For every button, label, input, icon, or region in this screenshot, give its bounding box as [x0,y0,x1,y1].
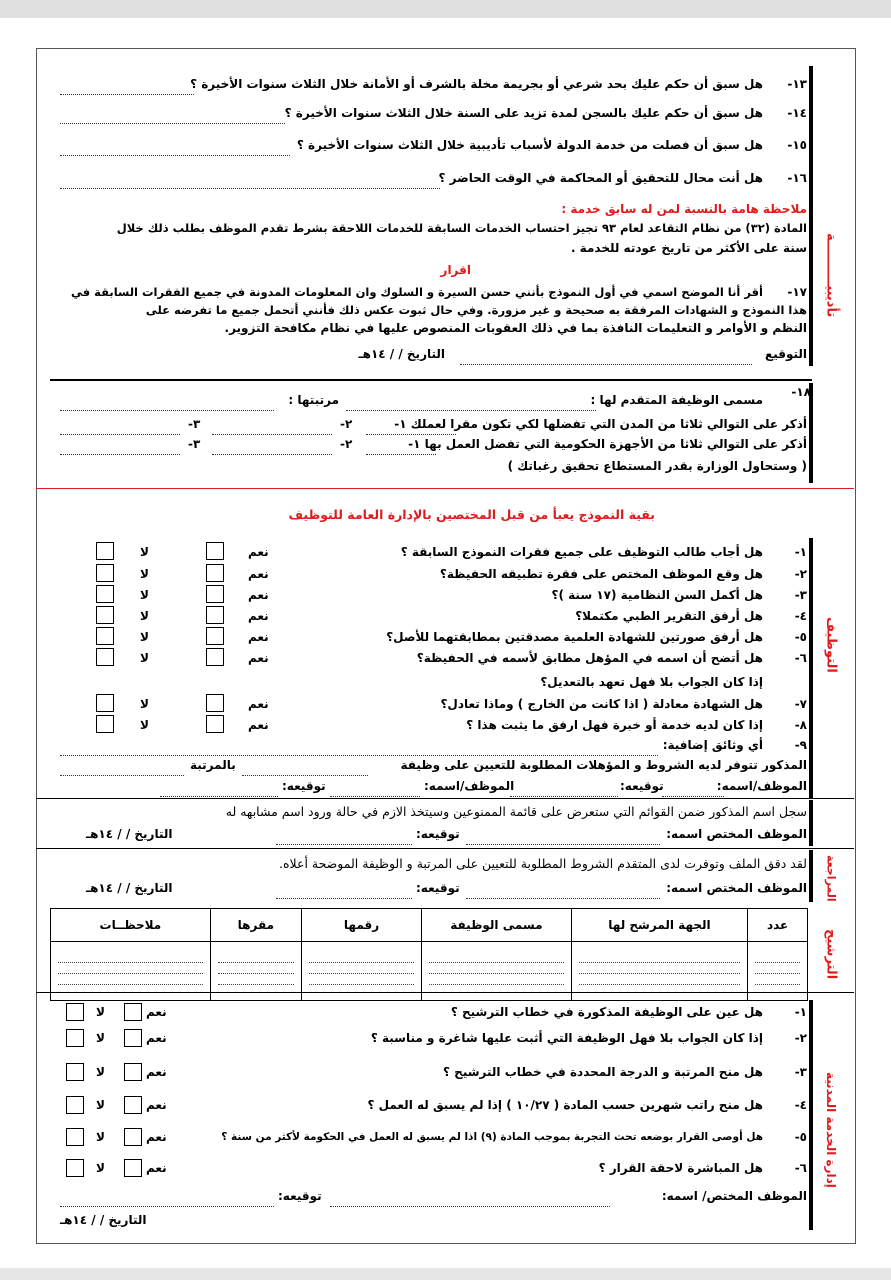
q17-number: ١٧- [787,285,807,299]
nomination-cell-line [58,980,203,985]
nomination-cell-line [755,969,800,974]
nomination-cell-line [755,980,800,985]
section6-side-label: الترشيح [823,928,839,980]
nomination-cell-line [309,958,414,963]
nomination-cell-line [218,980,294,985]
nomination-cell-line [58,969,203,974]
s7-employee-label: الموظف المختص/ اسمه: [661,1189,807,1203]
cs-q4-number: ٤- [794,1098,807,1112]
agencies-label: أذكر على التوالي ثلاثا من الأجهزة الحكومية التي تفضل العمل بها ١- [408,437,807,451]
q15-number: ١٥- [787,138,807,152]
cs-q3-number: ٣- [794,1065,807,1079]
s5-employee-field[interactable] [466,888,660,899]
cs-q5-yes-label: نعم [146,1130,167,1144]
emp-q3-text: هل أكمل السن النظامية (١٧ سنة )؟ [551,588,763,602]
emp-q4-no-checkbox[interactable] [96,606,114,624]
qualified-text: المذكور تتوفر لديه الشروط و المؤهلات المطلوبة للتعيين على وظيفة [400,758,807,772]
cs-q1-no-label: لا [96,1005,105,1019]
qualified-job-field[interactable] [242,765,368,776]
emp-q6-number: ٦- [794,651,807,665]
section3-side-bar [809,538,813,798]
s7-employee-field[interactable] [330,1196,610,1207]
q14-text: هل سبق أن حكم عليك بالسجن لمدة تزيد على السنة خلال الثلاث سنوات الأخيرة ؟ [284,106,763,120]
nomination-col-1: عدد [748,909,808,942]
emp-q9-text: إذا كان لديه خدمة أو خبرة فهل ارفق ما يثبت هذا ؟ [466,718,763,732]
section6-divider [36,992,854,993]
emp-q3-no-checkbox[interactable] [96,585,114,603]
s4-date: التاريخ / / ١٤هـ [86,827,173,841]
emp-q4-yes-label: نعم [248,609,269,623]
section7-side-bar [809,1000,813,1230]
cs-q2-no-checkbox[interactable] [66,1029,84,1047]
q16-answer-line[interactable] [60,178,440,189]
city-2-field[interactable] [212,424,332,435]
q14-answer-line[interactable] [60,113,285,124]
nomination-table [50,908,808,1001]
cs-q6-yes-label: نعم [146,1161,167,1175]
rank-field[interactable] [60,400,274,411]
agency-1-field[interactable] [366,444,436,455]
cs-q5-no-checkbox[interactable] [66,1128,84,1146]
q13-number: ١٣- [787,77,807,91]
declaration-date: التاريخ / / ١٤هـ [358,347,445,361]
cities-label: أذكر على التوالي ثلاثا من المدن التي تفضلها لكي تكون مقرا لعملك ١- [394,417,807,431]
cs-q1-text: هل عين على الوظيفة المذكورة في خطاب الترشيح ؟ [450,1005,763,1019]
red-divider [36,488,854,489]
emp-q5-number: ٥- [794,630,807,644]
emp-q2-yes-checkbox[interactable] [206,564,224,582]
cs-q6-yes-checkbox[interactable] [124,1159,142,1177]
cs-q3-yes-label: نعم [146,1065,167,1079]
nomination-col-5: مقرها [210,909,301,942]
cs-q1-no-checkbox[interactable] [66,1003,84,1021]
cs-q2-yes-checkbox[interactable] [124,1029,142,1047]
cs-q1-yes-checkbox[interactable] [124,1003,142,1021]
agency-3-number: ٣- [188,437,201,451]
q17-line-1: أقر أنا الموضح اسمي في أول النموذج بأنني حسن السيرة و السلوك وان المعلومات المدونة في جميع الفقرات السابقة في [70,285,763,299]
emp-q6-yes-label: نعم [248,651,269,665]
cs-q1-yes-label: نعم [146,1005,167,1019]
nomination-cell-line [309,980,414,985]
employee-signature-label: توقيعه: [620,779,664,793]
cs-q5-no-label: لا [96,1130,105,1144]
section3-side-label: التوظيف [823,617,839,673]
employment-heading: بقية النموذج يعبأ من قبل المختصين بالإدارة العامة للتوظيف [288,507,655,522]
cs-q4-no-checkbox[interactable] [66,1096,84,1114]
employee-signature-field[interactable] [510,786,618,797]
emp-q5-yes-label: نعم [248,630,269,644]
cs-q3-text: هل منح المرتبة و الدرجة المحددة في خطاب الترشيح ؟ [443,1065,763,1079]
s7-date: التاريخ / / ١٤هـ [60,1213,147,1227]
rank-label: مرتبتها : [288,393,339,407]
q17-line-2: هذا النموذج و الشهادات المرفقة به صحيحة و غير مزورة. وفي حال ثبوت عكس ذلك فأنني أتحمل جميع ما تفرضه على [145,303,807,317]
cs-q2-yes-label: نعم [146,1031,167,1045]
cs-q6-number: ٦- [794,1161,807,1175]
emp-q4-number: ٤- [794,609,807,623]
signature-label: التوقيع [765,347,807,361]
emp-q1-no-label: لا [140,545,149,559]
note-line-2: سنة على الأكثر من تاريخ عودته للخدمة . [570,241,807,255]
emp-q5-yes-checkbox[interactable] [206,627,224,645]
emp-q9-number: ٨- [794,718,807,732]
employee2-name-field[interactable] [330,786,420,797]
s5-employee-label: الموظف المختص اسمه: [666,881,807,895]
cs-q2-number: ٢- [794,1031,807,1045]
s4-signature-label: توقيعه: [416,827,460,841]
employee2-signature-field[interactable] [160,786,278,797]
job-title-field[interactable] [346,400,596,411]
emp-q2-no-label: لا [140,567,149,581]
section4-side-bar [809,800,813,846]
nomination-col-2: الجهة المرشح لها [571,909,748,942]
q9-text: أي وثائق إضافية: [662,738,763,752]
employee-name-label: الموظف/اسمه: [716,779,807,793]
emp-q1-text: هل أجاب طالب التوظيف على جميع فقرات النموذج السابقة ؟ [400,545,763,559]
q13-text: هل سبق أن حكم عليك بحد شرعي أو بجريمة مخلة بالشرف أو الأمانة خلال الثلاث سنوات الأخيرة ؟ [190,77,763,91]
nomination-cell-line [58,958,203,963]
emp-q1-yes-checkbox[interactable] [206,542,224,560]
emp-q1-no-checkbox[interactable] [96,542,114,560]
q15-text: هل سبق أن فصلت من خدمة الدولة لأسباب تأديبية خلال الثلاث سنوات الأخيرة ؟ [296,138,763,152]
emp-q9-yes-checkbox[interactable] [206,715,224,733]
signature-line[interactable] [460,354,752,365]
cs-q6-text: هل المباشرة لاحقة القرار ؟ [598,1161,763,1175]
emp-q8-number: ٧- [794,697,807,711]
qualified-rank-field[interactable] [60,765,184,776]
emp-q4-text: هل أرفق التقرير الطبي مكتملا؟ [575,609,763,623]
cs-q3-no-checkbox[interactable] [66,1063,84,1081]
nomination-header-row [51,909,808,942]
nomination-col-3: مسمى الوظيفة [422,909,572,942]
s5-signature-field[interactable] [276,888,412,899]
emp-q5-text: هل أرفق صورتين للشهادة العلمية مصدقتين بمطابقتهما للأصل؟ [386,630,763,644]
nomination-cell-line [429,958,564,963]
section3-divider [36,798,854,799]
section1-side-bar [809,66,813,366]
emp-q4-no-label: لا [140,609,149,623]
additional-docs-field[interactable] [60,745,658,756]
nomination-cell-line [429,980,564,985]
banned-list-text: سجل اسم المذكور ضمن القوائم التي ستعرض على قائمة الممنوعين وسيتخذ الازم في حالة ورود اسم مشابهه له [225,804,807,819]
emp-q8-yes-checkbox[interactable] [206,694,224,712]
emp-q3-yes-label: نعم [248,588,269,602]
nomination-cell-line [579,969,741,974]
s5-date: التاريخ / / ١٤هـ [86,881,173,895]
city-2-number: ٢- [340,417,353,431]
cs-q2-no-label: لا [96,1031,105,1045]
employee2-name-label: الموظف/اسمه: [424,779,515,793]
emp-q2-text: هل وقع الموظف المختص على فقرة تطبيقه الحفيظة؟ [439,567,763,581]
nomination-cell-line [429,969,564,974]
emp-q6-text: هل أتضح أن اسمه في المؤهل مطابق لأسمه في الحفيظة؟ [416,651,763,665]
emp-q2-number: ٢- [794,567,807,581]
review-text: لقد دقق الملف وتوفرت لدى المتقدم الشروط المطلوبة للتعيين على المرتبة و الوظيفة الموضحة أعلاه. [279,856,807,871]
cs-q6-no-label: لا [96,1161,105,1175]
nomination-cell-line [579,958,741,963]
iqrar-title: اقرار [440,263,471,277]
ministry-note: ( وستحاول الوزارة بقدر المستطاع تحقيق رغباتك ) [507,459,807,473]
cs-q4-text: هل منح راتب شهرين حسب المادة ( ١٠/٢٧ ) إذا لم يسبق له العمل ؟ [367,1098,763,1112]
nomination-cell-line [218,958,294,963]
cs-q1-number: ١- [794,1005,807,1019]
note-line-1: المادة (٣٢) من نظام التقاعد لعام ٩٣ تجيز احتساب الخدمات السابقة للخدمات اللاحقة بشرط تقدم الموظف بطلب ذلك خلال [116,221,807,235]
emp-q2-yes-label: نعم [248,567,269,581]
q14-number: ١٤- [787,106,807,120]
nomination-col-4: رقمها [301,909,421,942]
emp-q2-no-checkbox[interactable] [96,564,114,582]
city-3-number: ٣- [188,417,201,431]
s5-signature-label: توقيعه: [416,881,460,895]
emp-q8-text: هل الشهادة معادلة ( اذا كانت من الخارج ) وماذا تعادل؟ [440,697,763,711]
cs-q6-no-checkbox[interactable] [66,1159,84,1177]
note-title: ملاحظة هامة بالنسبة لمن له سابق خدمة : [561,202,807,216]
emp-q4-yes-checkbox[interactable] [206,606,224,624]
cs-q5-text: هل أوصى القرار بوضعه تحت التجربة بموجب المادة (٩) اذا لم يسبق له العمل في الحكومة لأكثر من سنة ؟ [221,1131,763,1143]
q18-number: ١٨- [791,385,811,399]
cs-q2-text: إذا كان الجواب بلا فهل الوظيفة التي أثبت عليها شاغرة و مناسبة ؟ [370,1031,763,1045]
emp-q9-no-checkbox[interactable] [96,715,114,733]
by-rank-label: بالمرتبة [190,758,236,772]
emp-q5-no-label: لا [140,630,149,644]
s4-employee-label: الموظف المختص اسمه: [666,827,807,841]
q9-number: ٩- [794,738,807,752]
section7-side-label: إدارة الخدمة المدنية [824,1072,838,1188]
agency-3-field[interactable] [60,444,180,455]
nomination-cell-line [579,980,741,985]
employee2-signature-label: توقيعه: [282,779,326,793]
s4-signature-field[interactable] [276,834,412,845]
cs-q3-yes-checkbox[interactable] [124,1063,142,1081]
emp-q3-yes-checkbox[interactable] [206,585,224,603]
q16-text: هل أنت محال للتحقيق أو المحاكمة في الوقت الحاضر ؟ [438,171,763,185]
section5-side-label: المراجعة [824,854,838,902]
section4-divider [36,848,854,849]
emp-q1-yes-label: نعم [248,545,269,559]
q16-number: ١٦- [787,171,807,185]
s7-signature-field[interactable] [60,1196,274,1207]
nomination-cell-line [218,969,294,974]
emp-q8-no-label: لا [140,697,149,711]
emp-q6-yes-checkbox[interactable] [206,648,224,666]
cs-q4-no-label: لا [96,1098,105,1112]
agency-2-number: ٢- [340,437,353,451]
cs-q4-yes-label: نعم [146,1098,167,1112]
section1-side-label: تأديبيــــــــــة [823,232,839,318]
agency-2-field[interactable] [212,444,332,455]
emp-q7-text: إذا كان الجواب بلا فهل تعهد بالتعديل؟ [540,675,763,689]
job-title-label: مسمى الوظيفة المتقدم لها : [590,393,763,407]
emp-q9-yes-label: نعم [248,718,269,732]
emp-q8-yes-label: نعم [248,697,269,711]
section1-divider [50,379,812,381]
section5-side-bar [809,850,813,902]
emp-q3-number: ٣- [794,588,807,602]
emp-q6-no-checkbox[interactable] [96,648,114,666]
city-3-field[interactable] [60,424,180,435]
cs-q5-yes-checkbox[interactable] [124,1128,142,1146]
cs-q3-no-label: لا [96,1065,105,1079]
emp-q6-no-label: لا [140,651,149,665]
s7-signature-label: توقيعه: [278,1189,322,1203]
q15-answer-line[interactable] [60,145,290,156]
emp-q8-no-checkbox[interactable] [96,694,114,712]
emp-q1-number: ١- [794,545,807,559]
emp-q9-no-label: لا [140,718,149,732]
nomination-cell-line [755,958,800,963]
emp-q5-no-checkbox[interactable] [96,627,114,645]
nomination-col-6: ملاحظــات [51,909,211,942]
s4-employee-field[interactable] [466,834,660,845]
viewer-top-bar [0,0,891,19]
nomination-cell-line [309,969,414,974]
cs-q4-yes-checkbox[interactable] [124,1096,142,1114]
q17-line-3: النظم و الأوامر و التعليمات النافذة بما في ذلك العقوبات المنصوص عليها في نظام مكافحة التزوير. [224,321,807,335]
city-1-field[interactable] [366,424,456,435]
q13-answer-line[interactable] [60,84,194,95]
emp-q3-no-label: لا [140,588,149,602]
cs-q5-number: ٥- [794,1130,807,1144]
employee-name-field[interactable] [662,786,724,797]
